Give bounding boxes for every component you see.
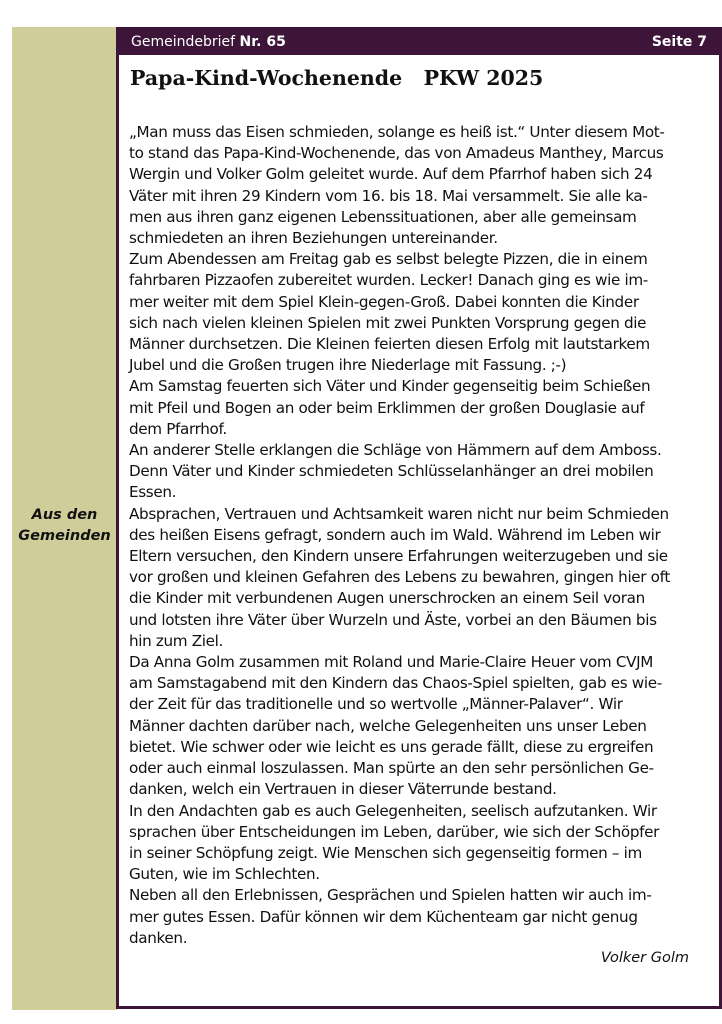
section-label-line1: Aus den: [31, 507, 98, 523]
article-line: Männer dachten darüber nach, welche Gelegenheiten uns unser Leben: [129, 716, 647, 735]
article-line: Absprachen, Vertrauen und Achtsamkeit waren nicht nur beim Schmieden: [129, 504, 669, 523]
section-label: [12, 505, 117, 547]
article-line: Da Anna Golm zusammen mit Roland und Marie-Claire Heuer vom CVJM: [129, 653, 654, 672]
article-line: Männer durchsetzen. Die Kleinen feierten diesen Erfolg mit lautstarkem: [129, 335, 650, 354]
article-line: An anderer Stelle erklangen die Schläge von Hämmern auf dem Amboss.: [129, 441, 662, 460]
article-line: Essen.: [129, 483, 177, 502]
article-frame: [116, 27, 722, 1009]
article-line: schmiedeten an ihren Beziehungen untereinander.: [129, 229, 498, 248]
issue-number: Nr. 65: [239, 34, 286, 50]
article-line: Zum Abendessen am Freitag gab es selbst belegte Pizzen, die in einem: [129, 250, 648, 269]
article-line: mer gutes Essen. Dafür können wir dem Küchenteam gar nicht genug: [129, 907, 638, 926]
author-signature: Volker Golm: [600, 950, 689, 966]
article-line: dem Pfarrhof.: [129, 419, 227, 438]
article-line: Eltern versuchen, den Kindern unsere Erfahrungen weiterzugeben und sie: [129, 547, 668, 566]
article-line: die Kinder mit verbundenen Augen unerschrocken an einem Seil voran: [129, 589, 645, 608]
newsletter-label: Gemeindebrief: [131, 34, 236, 50]
article-line: und lotsten ihre Väter über Wurzeln und Äste, vorbei an den Bäumen bis: [129, 610, 657, 629]
article-line: „Man muss das Eisen schmieden, solange es heiß ist.“ Unter diesem Mot-: [129, 123, 665, 141]
article-line: Am Samstag feuerten sich Väter und Kinder gegenseitig beim Schießen: [129, 377, 651, 396]
page-header: [119, 30, 719, 55]
article-line: Guten, wie im Schlechten.: [129, 865, 320, 884]
page-number: Seite 7: [651, 34, 707, 50]
sidebar: [12, 27, 117, 1010]
article-line: mit Pfeil und Bogen an oder beim Erklimmen der großen Douglasie auf: [129, 398, 645, 417]
article-line: mer weiter mit dem Spiel Klein-gegen-Groß. Dabei konnten die Kinder: [129, 292, 639, 311]
article-line: men aus ihren ganz eigenen Lebenssituationen, aber alle gemeinsam: [129, 207, 637, 226]
article-line: sich nach vielen kleinen Spielen mit zwei Punkten Vorsprung gegen die: [129, 313, 647, 332]
article-line: in seiner Schöpfung zeigt. Wie Menschen sich gegenseitig formen – im: [129, 843, 642, 862]
article-line: der Zeit für das traditionelle und so wertvolle „Männer-Palaver“. Wir: [129, 695, 623, 714]
article-line: oder auch einmal loszulassen. Man spürte an den sehr persönlichen Ge-: [129, 759, 654, 778]
article-line: Denn Väter und Kinder schmiedeten Schlüsselanhänger an drei mobilen: [129, 462, 654, 481]
article-line: bietet. Wie schwer oder wie leicht es uns gerade fällt, diese zu ergreifen: [129, 737, 654, 756]
article-line: to stand das Papa-Kind-Wochenende, das von Amadeus Manthey, Marcus: [129, 144, 664, 163]
article-line: Jubel und die Großen trugen ihre Niederlage mit Fassung. ;-): [129, 356, 567, 375]
newsletter-title: [131, 30, 286, 55]
article-body: [129, 122, 715, 949]
article-line: des heißen Eisens gefragt, sondern auch im Wald. Während im Leben wir: [129, 525, 661, 544]
article-line: Väter mit ihren 29 Kindern vom 16. bis 18. Mai versammelt. Sie alle ka-: [129, 186, 648, 205]
article-line: vor großen und kleinen Gefahren des Lebens zu bewahren, gingen hier oft: [129, 568, 670, 587]
article-line: Wergin und Volker Golm geleitet wurde. Auf dem Pfarrhof haben sich 24: [129, 165, 653, 184]
article-title: Papa-Kind-Wochenende PKW 2025: [130, 66, 544, 90]
article-line: In den Andachten gab es auch Gelegenheiten, seelisch aufzutanken. Wir: [129, 801, 657, 820]
article-line: am Samstagabend mit den Kindern das Chaos-Spiel spielten, gab es wie-: [129, 674, 662, 693]
article-line: hin zum Ziel.: [129, 631, 223, 650]
section-label-line2: Gemeinden: [18, 528, 111, 544]
article-line: danken.: [129, 928, 188, 947]
article-line: fahrbaren Pizzaofen zubereitet wurden. Lecker! Danach ging es wie im-: [129, 271, 648, 290]
article-line: danken, welch ein Vertrauen in dieser Väterrunde bestand.: [129, 780, 557, 799]
article-line: Neben all den Erlebnissen, Gesprächen und Spielen hatten wir auch im-: [129, 886, 652, 905]
article-line: sprachen über Entscheidungen im Leben, darüber, wie sich der Schöpfer: [129, 822, 660, 841]
